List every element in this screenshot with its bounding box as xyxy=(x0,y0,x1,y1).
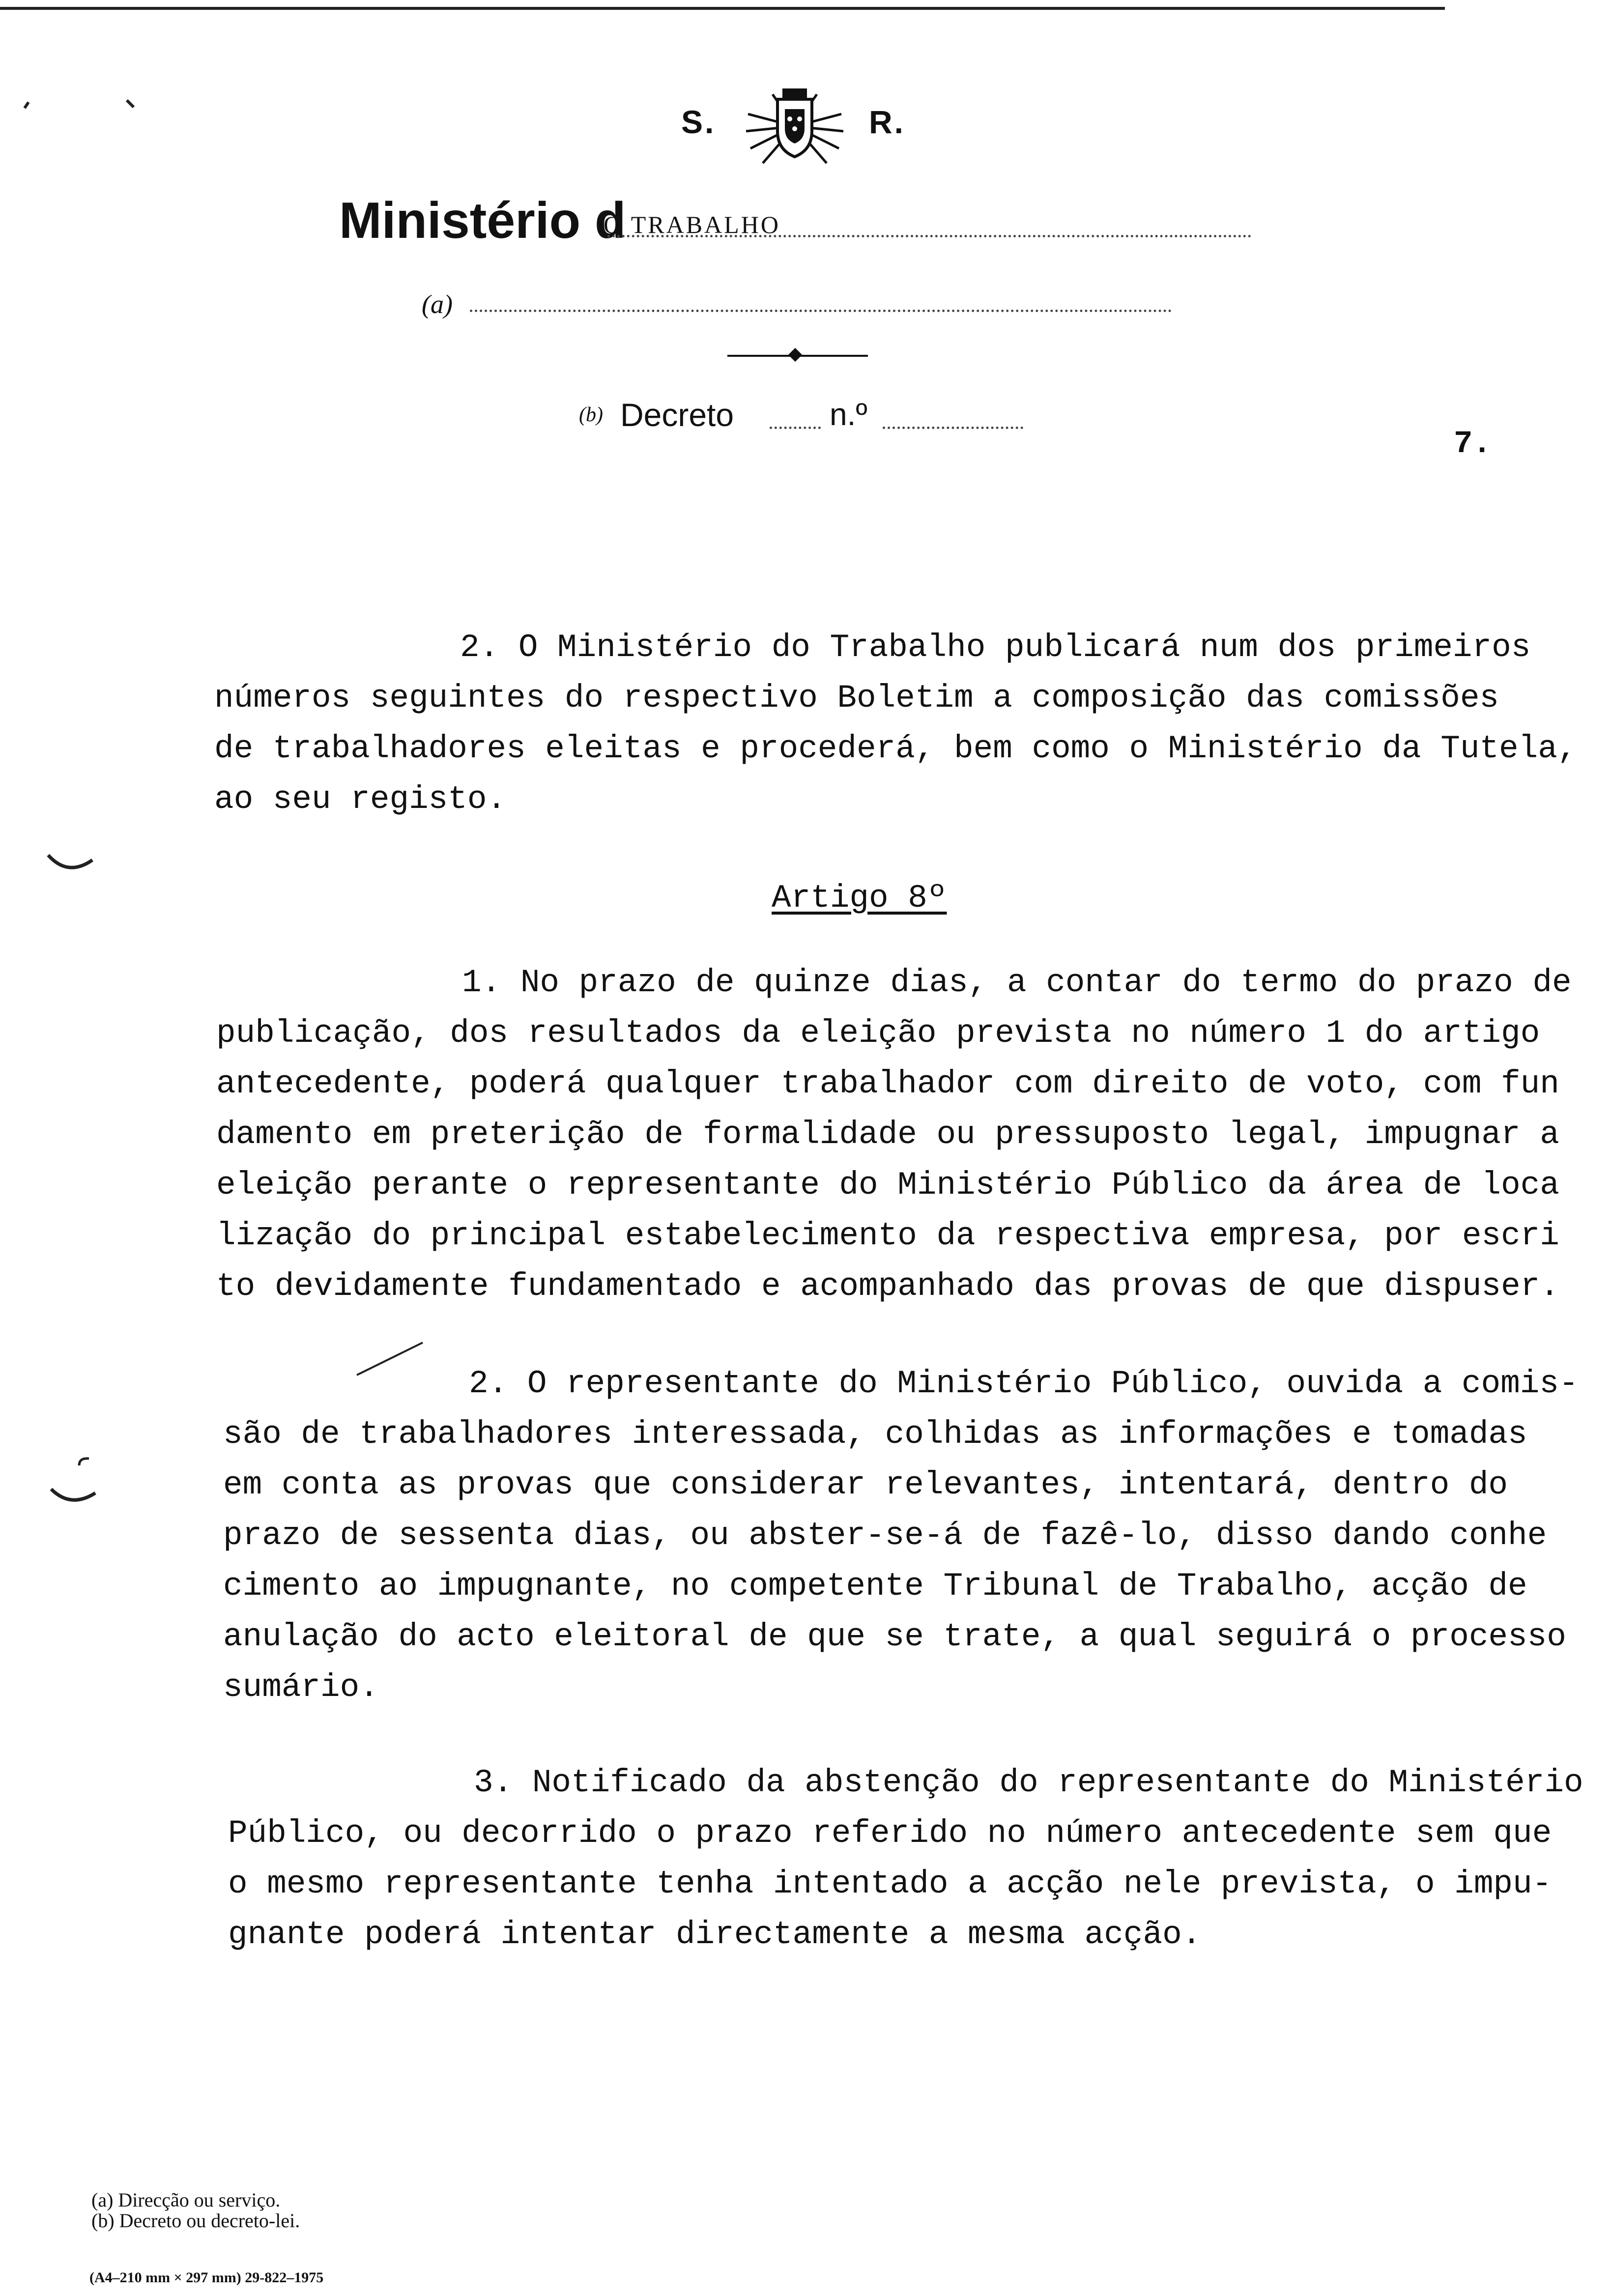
text-line: antecedente, poderá qualquer trabalhador com direito de voto, com fun xyxy=(216,1065,1559,1102)
text-line: 2. O Ministério do Trabalho publicará num dos primeiros xyxy=(460,629,1531,666)
text-line: prazo de sessenta dias, ou abster-se-á de fazê-lo, disso dando conhe xyxy=(223,1517,1547,1554)
text-line: são de trabalhadores interessada, colhidas as informações e tomadas xyxy=(223,1416,1527,1453)
text-line: 2. O representante do Ministério Público, ouvida a comis- xyxy=(469,1365,1579,1402)
ministry-name: O TRABALHO xyxy=(604,211,780,238)
footnote-a: (a) Direcção ou serviço. xyxy=(91,2189,281,2211)
header-right-letter: R. xyxy=(869,104,905,140)
numero-label: n.º xyxy=(830,397,867,432)
decreto-label: Decreto xyxy=(620,397,734,433)
text-line: números seguintes do respectivo Boletim a composição das comissões xyxy=(214,680,1499,717)
paragraph-2 xyxy=(214,622,1577,825)
corner-scan-mark xyxy=(20,93,138,113)
label-b: (b) xyxy=(579,403,603,426)
text-line: damento em preterição de formalidade ou pressuposto legal, impugnar a xyxy=(216,1116,1559,1153)
margin-scan-mark xyxy=(44,845,98,880)
article-paragraph-2 xyxy=(223,1358,1579,1713)
form-code: (A4–210 mm × 297 mm) 29-822–1975 xyxy=(89,2269,324,2286)
text-line: ao seu registo. xyxy=(214,781,507,818)
divider-right xyxy=(799,355,868,357)
text-line: em conta as provas que considerar relevantes, intentará, dentro do xyxy=(223,1466,1508,1503)
label-a: (a) xyxy=(422,289,453,319)
field-a-line xyxy=(470,310,1172,312)
text-line: eleição perante o representante do Ministério Público da área de loca xyxy=(216,1167,1559,1204)
text-line: lização do principal estabelecimento da respectiva empresa, por escri xyxy=(216,1217,1559,1254)
ministry-title: Ministério d xyxy=(339,192,626,249)
divider-left xyxy=(727,355,791,357)
text-line: to devidamente fundamentado e acompanhado das provas de que dispuser. xyxy=(216,1268,1559,1305)
text-line: gnante poderá intentar directamente a mesma acção. xyxy=(228,1916,1202,1953)
text-line: 3. Notificado da abstenção do representante do Ministério xyxy=(474,1764,1583,1801)
text-line: o mesmo representante tenha intentado a acção nele prevista, o impu- xyxy=(228,1866,1552,1902)
margin-scan-mark xyxy=(47,1455,101,1514)
text-line: sumário. xyxy=(223,1669,379,1706)
page-number: 7. xyxy=(1454,427,1492,462)
article-paragraph-1 xyxy=(216,957,1572,1312)
text-line: cimento ao impugnante, no competente Tribunal de Trabalho, acção de xyxy=(223,1568,1527,1605)
decreto-type-line xyxy=(770,427,821,429)
footnote-b: (b) Decreto ou decreto-lei. xyxy=(91,2210,300,2232)
coat-of-arms-emblem xyxy=(743,85,846,168)
text-line: anulação do acto eleitoral de que se trate, a qual seguirá o processo xyxy=(223,1618,1566,1655)
text-line: publicação, dos resultados da eleição prevista no número 1 do artigo xyxy=(216,1015,1540,1052)
footnotes xyxy=(91,2190,300,2231)
header-left-letter: S. xyxy=(681,104,716,140)
decreto-number-line xyxy=(883,427,1023,429)
article-paragraph-3 xyxy=(228,1757,1583,1960)
pen-stroke-mark xyxy=(354,1340,428,1379)
article-heading: Artigo 8º xyxy=(772,880,947,917)
text-line: de trabalhadores eleitas e procederá, bem como o Ministério da Tutela, xyxy=(214,730,1577,767)
text-line: 1. No prazo de quinze dias, a contar do termo do prazo de xyxy=(462,964,1572,1001)
ministry-underline xyxy=(607,235,1251,237)
text-line: Público, ou decorrido o prazo referido no número antecedente sem que xyxy=(228,1815,1552,1852)
top-rule xyxy=(0,7,1445,10)
